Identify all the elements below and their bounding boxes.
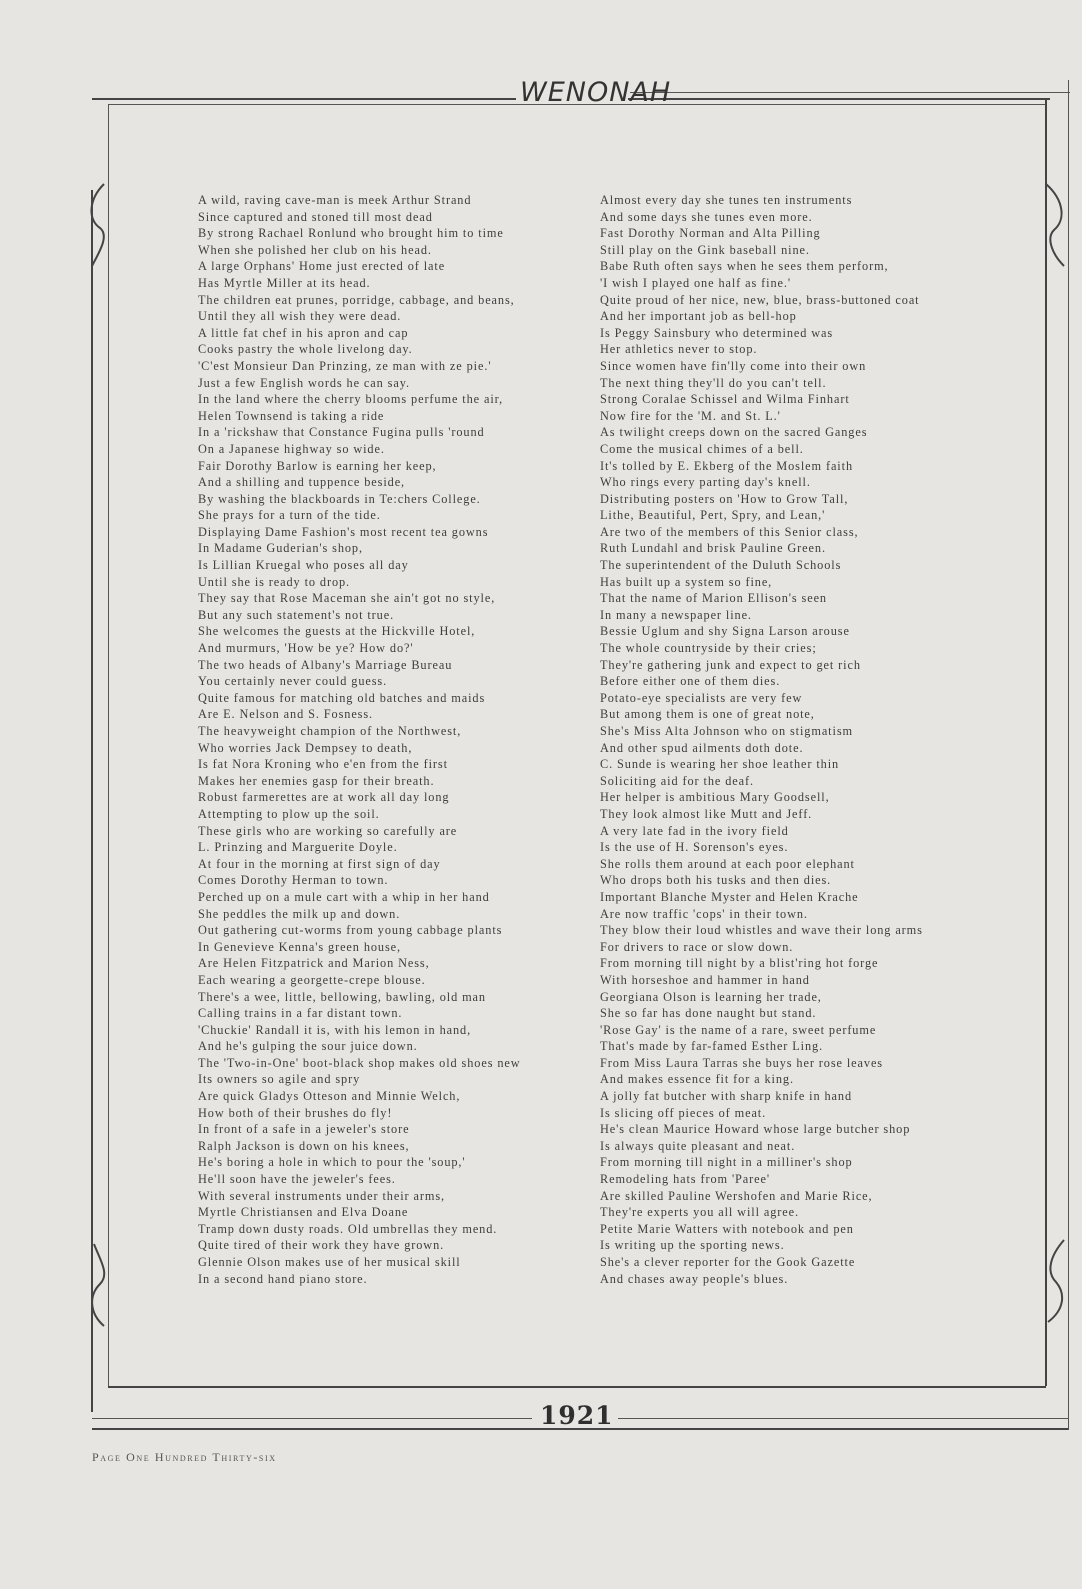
- poem-line: Perched up on a mule cart with a whip in her hand: [198, 889, 490, 904]
- poem-line: The superintendent of the Duluth Schools: [600, 558, 842, 573]
- poem-line: Quite proud of her nice, new, blue, brass-buttoned coat: [600, 292, 920, 307]
- poem-line: It's tolled by E. Ekberg of the Moslem faith: [600, 458, 853, 473]
- poem-line: But among them is one of great note,: [600, 707, 815, 722]
- poem-line: And a shilling and tuppence beside,: [198, 475, 406, 490]
- poem-line: Cooks pastry the whole livelong day.: [198, 342, 413, 357]
- poem-line: By washing the blackboards in Te:chers College.: [198, 491, 481, 506]
- poem-line: Come the musical chimes of a bell.: [600, 441, 804, 456]
- poem-line: And her important job as bell-hop: [600, 309, 797, 324]
- poem-line: 'I wish I played one half as fine.': [600, 275, 791, 290]
- poem-line: The whole countryside by their cries;: [600, 641, 817, 656]
- poem-line: Who rings every parting day's knell.: [600, 475, 811, 490]
- poem-line: The children eat prunes, porridge, cabbage, and beans,: [198, 292, 515, 307]
- poem-line: Glennie Olson makes use of her musical skill: [198, 1255, 461, 1269]
- poem-line: And other spud ailments doth dote.: [600, 740, 804, 755]
- left-border: [91, 190, 93, 1412]
- poem-line: By strong Rachael Ronlund who brought him to time: [198, 226, 504, 241]
- poem-line: With horseshoe and hammer in hand: [600, 972, 810, 987]
- poem-line: They're gathering junk and expect to get rich: [600, 657, 861, 672]
- poem-line: Are E. Nelson and S. Fosness.: [198, 707, 374, 722]
- poem-line: Her helper is ambitious Mary Goodsell,: [600, 790, 830, 805]
- poem-line: Distributing posters on 'How to Grow Tall,: [600, 491, 849, 506]
- poem-line: From morning till night in a milliner's shop: [600, 1155, 853, 1170]
- poem-line: Attempting to plow up the soil.: [198, 806, 380, 821]
- poem-line: Is writing up the sporting news.: [600, 1238, 785, 1253]
- poem-line: Potato-eye specialists are very few: [600, 690, 803, 705]
- poem-line: A jolly fat butcher with sharp knife in hand: [600, 1089, 853, 1104]
- poem-line: He'll soon have the jeweler's fees.: [198, 1172, 396, 1187]
- poem-line: Is always quite pleasant and neat.: [600, 1138, 796, 1153]
- poem-line: Is slicing off pieces of meat.: [600, 1105, 767, 1120]
- poem-line: A large Orphans' Home just erected of late: [198, 259, 446, 274]
- poem-line: Makes her enemies gasp for their breath.: [198, 773, 435, 788]
- poem-line: Is fat Nora Kroning who e'en from the first: [198, 757, 448, 772]
- poem-line: Comes Dorothy Herman to town.: [198, 873, 389, 888]
- poem-line: She so far has done naught but stand.: [600, 1006, 817, 1021]
- poem-line: Who drops both his tusks and then dies.: [600, 873, 832, 888]
- poem-line: And murmurs, 'How be ye? How do?': [198, 641, 414, 656]
- poem-line: Are skilled Pauline Wershofen and Marie Rice,: [600, 1188, 873, 1203]
- poem-line: That's made by far-famed Esther Ling.: [600, 1039, 824, 1054]
- poem-line: A little fat chef in his apron and cap: [198, 325, 409, 340]
- poem-line: How both of their brushes do fly!: [198, 1105, 393, 1120]
- poem-line: From Miss Laura Tarras she buys her rose leaves: [600, 1055, 883, 1070]
- poem-line: Since women have fin'lly come into their own: [600, 358, 867, 373]
- left-bottom-curl-ornament: [84, 1240, 114, 1330]
- poem-line: Almost every day she tunes ten instruments: [600, 193, 853, 207]
- poem-line: There's a wee, little, bellowing, bawling, old man: [198, 989, 486, 1004]
- poem-line: Who worries Jack Dempsey to death,: [198, 740, 413, 755]
- right-border: [1045, 98, 1047, 1386]
- poem-line: In front of a safe in a jeweler's store: [198, 1122, 410, 1137]
- top-rule-outer-right: [630, 92, 1070, 93]
- poem-line: Lithe, Beautiful, Pert, Spry, and Lean,': [600, 508, 826, 523]
- poem-line: Are now traffic 'cops' in their town.: [600, 906, 808, 921]
- poem-line: And makes essence fit for a king.: [600, 1072, 794, 1087]
- poem-line: These girls who are working so carefully are: [198, 823, 458, 838]
- poem-line: You certainly never could guess.: [198, 674, 388, 689]
- poem-line: L. Prinzing and Marguerite Doyle.: [198, 840, 398, 855]
- poem-line: A wild, raving cave-man is meek Arthur Strand: [198, 193, 472, 207]
- poem-line: They blow their loud whistles and wave their long arms: [600, 923, 923, 938]
- poem-line: She's Miss Alta Johnson who on stigmatism: [600, 724, 853, 738]
- left-top-curl-ornament: [84, 180, 114, 270]
- poem-line: Soliciting aid for the deaf.: [600, 773, 754, 788]
- poem-line: And he's gulping the sour juice down.: [198, 1039, 418, 1054]
- page-number-footer: Page One Hundred Thirty-six: [92, 1450, 277, 1464]
- poem-line: The next thing they'll do you can't tell.: [600, 375, 827, 390]
- poem-line: When she polished her club on his head.: [198, 242, 432, 257]
- poem-left-column: [198, 192, 521, 1287]
- poem-line: With several instruments under their arms,: [198, 1188, 445, 1203]
- poem-line: For drivers to race or slow down.: [600, 939, 794, 954]
- poem-line: Still play on the Gink baseball nine.: [600, 242, 810, 257]
- poem-line: Fast Dorothy Norman and Alta Pilling: [600, 226, 821, 241]
- poem-line: In a 'rickshaw that Constance Fugina pulls 'round: [198, 425, 485, 440]
- right-bottom-curl-ornament: [1040, 1236, 1070, 1326]
- poem-line: They're experts you all will agree.: [600, 1205, 799, 1220]
- poem-line: She welcomes the guests at the Hickville Hotel,: [198, 624, 476, 639]
- poem-line: Since captured and stoned till most dead: [198, 209, 433, 224]
- poem-line: Important Blanche Myster and Helen Krache: [600, 889, 859, 904]
- poem-line: Quite famous for matching old batches and maids: [198, 690, 486, 705]
- poem-line: A very late fad in the ivory field: [600, 823, 789, 838]
- poem-line: Ralph Jackson is down on his knees,: [198, 1138, 410, 1153]
- poem-line: C. Sunde is wearing her shoe leather thin: [600, 757, 840, 772]
- poem-line: She rolls them around at each poor elephant: [600, 856, 855, 871]
- poem-line: 'C'est Monsieur Dan Prinzing, ze man with ze pie.': [198, 358, 492, 373]
- poem-line: Bessie Uglum and shy Signa Larson arouse: [600, 624, 850, 639]
- poem-line: Now fire for the 'M. and St. L.': [600, 408, 781, 423]
- poem-line: Quite tired of their work they have grown.: [198, 1238, 445, 1253]
- top-rule-right: [628, 98, 1050, 100]
- poem-line: In many a newspaper line.: [600, 607, 752, 622]
- poem-line: The heavyweight champion of the Northwest,: [198, 724, 462, 738]
- poem-line: Helen Townsend is taking a ride: [198, 408, 385, 423]
- bottom-rule-inner: [108, 1386, 1046, 1388]
- poem-line: They say that Rose Maceman she ain't got no style,: [198, 591, 496, 606]
- poem-line: Out gathering cut-worms from young cabbage plants: [198, 923, 503, 938]
- poem-line: Are two of the members of this Senior class,: [600, 524, 859, 539]
- right-outer-border: [1068, 80, 1069, 1430]
- poem-line: The two heads of Albany's Marriage Bureau: [198, 657, 453, 672]
- poem-line: Has built up a system so fine,: [600, 574, 773, 589]
- poem-line: He's clean Maurice Howard whose large butcher shop: [600, 1122, 911, 1137]
- top-rule-left: [92, 98, 516, 100]
- poem-line: Is the use of H. Sorenson's eyes.: [600, 840, 789, 855]
- poem-line: Remodeling hats from 'Paree': [600, 1172, 770, 1187]
- poem-line: Tramp down dusty roads. Old umbrellas they mend.: [198, 1221, 498, 1236]
- bottom-rule-left: [92, 1418, 532, 1419]
- poem-line: Georgiana Olson is learning her trade,: [600, 989, 822, 1004]
- poem-line: Until they all wish they were dead.: [198, 309, 402, 324]
- poem-right-column: [600, 192, 923, 1287]
- poem-line: From morning till night by a blist'ring hot forge: [600, 956, 879, 971]
- poem-line: Until she is ready to drop.: [198, 574, 351, 589]
- poem-line: The 'Two-in-One' boot-black shop makes old shoes new: [198, 1055, 521, 1070]
- left-inner-border: [108, 104, 109, 1386]
- poem-line: 'Chuckie' Randall it is, with his lemon in hand,: [198, 1022, 472, 1037]
- poem-line: Petite Marie Watters with notebook and pen: [600, 1221, 854, 1236]
- poem-line: In the land where the cherry blooms perfume the air,: [198, 392, 504, 407]
- poem-line: And chases away people's blues.: [600, 1271, 789, 1286]
- poem-line: Is Lillian Kruegal who poses all day: [198, 558, 409, 573]
- poem-line: Robust farmerettes are at work all day long: [198, 790, 450, 805]
- poem-line: Has Myrtle Miller at its head.: [198, 275, 371, 290]
- poem-line: 'Rose Gay' is the name of a rare, sweet perfume: [600, 1022, 877, 1037]
- poem-line: Are quick Gladys Otteson and Minnie Welch,: [198, 1089, 461, 1104]
- poem-line: In a second hand piano store.: [198, 1271, 368, 1286]
- poem-line: That the name of Marion Ellison's seen: [600, 591, 827, 606]
- poem-line: But any such statement's not true.: [198, 607, 395, 622]
- poem-line: Ruth Lundahl and brisk Pauline Green.: [600, 541, 826, 556]
- poem-line: Are Helen Fitzpatrick and Marion Ness,: [198, 956, 430, 971]
- poem-line: And some days she tunes even more.: [600, 209, 813, 224]
- masthead-title: WENONAH: [520, 77, 672, 108]
- poem-line: Fair Dorothy Barlow is earning her keep,: [198, 458, 437, 473]
- poem-line: Strong Coralae Schissel and Wilma Finhart: [600, 392, 850, 407]
- poem-line: They look almost like Mutt and Jeff.: [600, 806, 813, 821]
- poem-line: Calling trains in a far distant town.: [198, 1006, 403, 1021]
- poem-line: Just a few English words he can say.: [198, 375, 410, 390]
- poem-line: On a Japanese highway so wide.: [198, 441, 385, 456]
- poem-line: Myrtle Christiansen and Elva Doane: [198, 1205, 409, 1220]
- poem-line: She prays for a turn of the tide.: [198, 508, 381, 523]
- poem-line: At four in the morning at first sign of day: [198, 856, 441, 871]
- poem-line: As twilight creeps down on the sacred Ganges: [600, 425, 868, 440]
- poem-line: He's boring a hole in which to pour the 'soup,': [198, 1155, 466, 1170]
- poem-line: Before either one of them dies.: [600, 674, 781, 689]
- poem-line: Displaying Dame Fashion's most recent tea gowns: [198, 524, 489, 539]
- poem-line: Its owners so agile and spry: [198, 1072, 361, 1087]
- right-top-curl-ornament: [1040, 180, 1070, 270]
- poem-line: She peddles the milk up and down.: [198, 906, 401, 921]
- poem-line: Is Peggy Sainsbury who determined was: [600, 325, 834, 340]
- poem-line: Each wearing a georgette-crepe blouse.: [198, 972, 426, 987]
- year-label: 1921: [540, 1401, 614, 1430]
- poem-line: In Madame Guderian's shop,: [198, 541, 363, 556]
- bottom-rule-right: [618, 1418, 1068, 1419]
- poem-line: Her athletics never to stop.: [600, 342, 758, 357]
- poem-line: Babe Ruth often says when he sees them perform,: [600, 259, 889, 274]
- poem-line: She's a clever reporter for the Gook Gazette: [600, 1255, 856, 1269]
- poem-line: In Genevieve Kenna's green house,: [198, 939, 401, 954]
